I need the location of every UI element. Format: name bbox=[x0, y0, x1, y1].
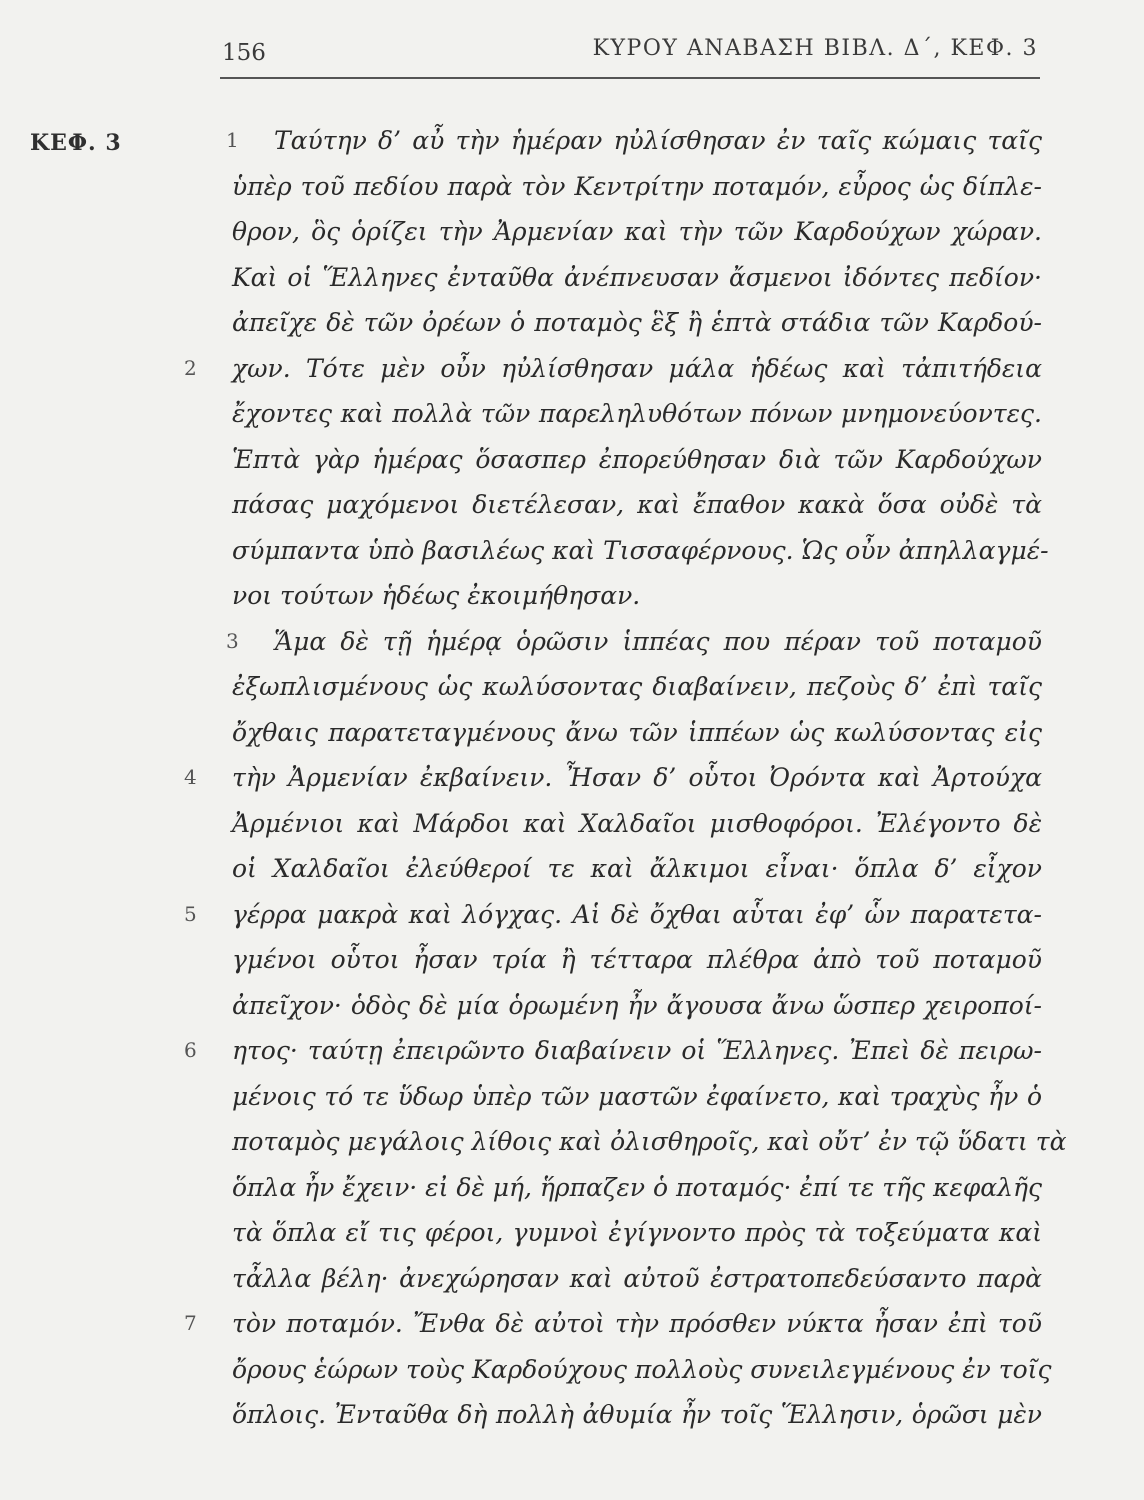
line-text: ητος· ταύτῃ ἐπειρῶντο διαβαίνειν οἱ Ἕλληνες. Ἐπεὶ δὲ πειρω- bbox=[232, 1036, 1042, 1065]
line-text: Ἀρμένιοι καὶ Μάρδοι καὶ Χαλδαῖοι μισθοφόροι. Ἐλέγοντο δὲ bbox=[232, 808, 1042, 838]
text-line bbox=[226, 619, 1042, 665]
text-line bbox=[232, 1347, 1052, 1393]
line-text: πάσας μαχόμενοι διετέλεσαν, καὶ ἔπαθον κακὰ ὅσα οὐδὲ τὰ bbox=[232, 490, 1042, 519]
section-number: 7 bbox=[184, 1311, 197, 1335]
page-number: 156 bbox=[222, 40, 266, 66]
line-text: γέρρα μακρὰ καὶ λόγχας. Αἱ δὲ ὄχθαι αὗται ἐφ’ ὧν παρατετα- bbox=[232, 899, 1042, 929]
text-line bbox=[232, 164, 1042, 210]
line-text: ἐξωπλισμένους ὡς κωλύσοντας διαβαίνειν, πεζοὺς δ’ ἐπὶ ταῖς bbox=[232, 672, 1042, 701]
text-line bbox=[232, 1392, 1042, 1438]
text-line bbox=[232, 1210, 1042, 1256]
text-line bbox=[184, 1028, 1042, 1074]
section-number: 2 bbox=[184, 355, 197, 380]
header-rule bbox=[220, 77, 1040, 79]
section-number: 4 bbox=[184, 765, 197, 789]
line-text: ἔχοντες καὶ πολλὰ τῶν παρεληλυθότων πόνων μνημονεύοντες. bbox=[232, 399, 1042, 428]
text-line bbox=[232, 528, 1049, 574]
text-line bbox=[232, 983, 1042, 1029]
line-text: ὑπὲρ τοῦ πεδίου παρὰ τὸν Κεντρίτην ποταμόν, εὖρος ὡς δίπλε- bbox=[232, 171, 1042, 201]
text-line bbox=[184, 1301, 1042, 1347]
text-line bbox=[232, 209, 1042, 255]
text-line bbox=[232, 664, 1042, 710]
text-line bbox=[232, 937, 1042, 983]
text-line bbox=[226, 118, 1042, 164]
section-number: 5 bbox=[184, 901, 197, 926]
section-number: 3 bbox=[226, 628, 239, 653]
line-text: Καὶ οἱ Ἕλληνες ἐνταῦθα ἀνέπνευσαν ἄσμενοι ἰδόντες πεδίον· bbox=[232, 262, 1042, 292]
section-number: 1 bbox=[226, 128, 239, 152]
line-text: σύμπαντα ὑπὸ βασιλέως καὶ Τισσαφέρνους. Ὡς οὖν ἀπηλλαγμέ- bbox=[232, 535, 1049, 565]
text-line bbox=[232, 573, 1042, 619]
line-text: ὄχθαις παρατεταγμένους ἄνω τῶν ἱππέων ὡς κωλύσοντας εἰς bbox=[232, 717, 1042, 747]
section-number: 6 bbox=[184, 1038, 197, 1062]
line-text: νοι τούτων ἡδέως ἐκοιμήθησαν. bbox=[232, 581, 641, 610]
chapter-label: ΚΕΦ. 3 bbox=[30, 130, 122, 156]
text-line bbox=[232, 1119, 1067, 1165]
line-text: θρον, ὃς ὁρίζει τὴν Ἀρμενίαν καὶ τὴν τῶν Καρδούχων χώραν. bbox=[232, 217, 1042, 246]
line-text: ὅπλοις. Ἐνταῦθα δὴ πολλὴ ἀθυμία ἦν τοῖς Ἕλλησιν, ὁρῶσι μὲν bbox=[232, 1400, 1042, 1429]
running-head: ΚΥΡΟΥ ΑΝΑΒΑΣΗ ΒΙΒΛ. Δ΄, ΚΕΦ. 3 bbox=[592, 36, 1038, 61]
text-line bbox=[232, 1256, 1042, 1302]
text-line bbox=[232, 437, 1042, 483]
line-text: ἀπεῖχον· ὁδὸς δὲ μία ὁρωμένη ἦν ἄγουσα ἄνω ὥσπερ χειροποί- bbox=[232, 990, 1042, 1020]
line-text: τὴν Ἀρμενίαν ἐκβαίνειν. Ἦσαν δ’ οὗτοι Ὀρόντα καὶ Ἀρτούχα bbox=[232, 763, 1042, 792]
text-line bbox=[232, 255, 1042, 301]
text-line bbox=[232, 1074, 1042, 1120]
text-line bbox=[232, 801, 1042, 847]
line-text: χων. Τότε μὲν οὖν ηὐλίσθησαν μάλα ἡδέως καὶ τἀπιτήδεια bbox=[232, 353, 1042, 383]
text-line bbox=[232, 710, 1042, 756]
line-text: Ἅμα δὲ τῇ ἡμέρᾳ ὁρῶσιν ἱππέας που πέραν τοῦ ποταμοῦ bbox=[274, 626, 1042, 656]
line-text: οἱ Χαλδαῖοι ἐλεύθεροί τε καὶ ἄλκιμοι εἶναι· ὅπλα δ’ εἶχον bbox=[232, 854, 1042, 883]
text-line bbox=[184, 755, 1042, 801]
line-text: Ἑπτὰ γὰρ ἡμέρας ὅσασπερ ἐπορεύθησαν διὰ τῶν Καρδούχων bbox=[232, 444, 1042, 474]
text-line bbox=[232, 1165, 1042, 1211]
text-line bbox=[232, 846, 1042, 892]
line-text: ἀπεῖχε δὲ τῶν ὀρέων ὁ ποταμὸς ἓξ ἢ ἑπτὰ στάδια τῶν Καρδού- bbox=[232, 308, 1042, 337]
line-text: ποταμὸς μεγάλοις λίθοις καὶ ὀλισθηροῖς, καὶ οὔτ’ ἐν τῷ ὕδατι τὰ bbox=[232, 1127, 1067, 1156]
text-line bbox=[232, 391, 1042, 437]
line-text: μένοις τό τε ὕδωρ ὑπὲρ τῶν μαστῶν ἐφαίνετο, καὶ τραχὺς ἦν ὁ bbox=[232, 1081, 1042, 1111]
line-text: ὅπλα ἦν ἔχειν· εἰ δὲ μή, ἥρπαζεν ὁ ποταμός· ἐπί τε τῆς κεφαλῆς bbox=[232, 1172, 1042, 1202]
line-text: Ταύτην δ’ αὖ τὴν ἡμέραν ηὐλίσθησαν ἐν ταῖς κώμαις ταῖς bbox=[274, 126, 1042, 155]
line-text: τὰ ὅπλα εἴ τις φέροι, γυμνοὶ ἐγίγνοντο πρὸς τὰ τοξεύματα καὶ bbox=[232, 1218, 1042, 1247]
line-text: τἆλλα βέλη· ἀνεχώρησαν καὶ αὐτοῦ ἐστρατοπεδεύσαντο παρὰ bbox=[232, 1263, 1042, 1293]
text-line bbox=[232, 300, 1042, 346]
line-text: γμένοι οὗτοι ἦσαν τρία ἢ τέτταρα πλέθρα ἀπὸ τοῦ ποταμοῦ bbox=[232, 945, 1042, 974]
line-text: ὄρους ἑώρων τοὺς Καρδούχους πολλοὺς συνειλεγμένους ἐν τοῖς bbox=[232, 1354, 1052, 1384]
text-line bbox=[184, 346, 1042, 392]
text-line bbox=[232, 482, 1042, 528]
line-text: τὸν ποταμόν. Ἔνθα δὲ αὐτοὶ τὴν πρόσθεν νύκτα ἦσαν ἐπὶ τοῦ bbox=[232, 1309, 1042, 1338]
body-text bbox=[184, 118, 1067, 1438]
text-line bbox=[184, 892, 1042, 938]
